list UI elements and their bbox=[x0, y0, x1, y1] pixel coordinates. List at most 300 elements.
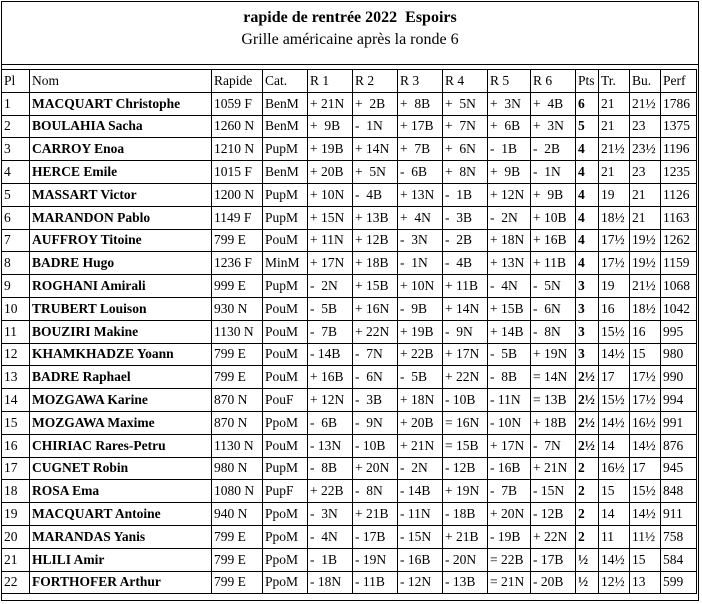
cell-round-5: + 13N bbox=[488, 252, 531, 275]
cell-round-2: + 5N bbox=[353, 161, 398, 184]
cell-round-3: + 19B bbox=[398, 320, 443, 343]
cell-round-6: = 14N bbox=[531, 366, 576, 389]
cell-points: 3 bbox=[576, 297, 599, 320]
cell-performance: 945 bbox=[661, 457, 697, 480]
cell-round-6: - 7N bbox=[531, 434, 576, 457]
cell-round-3: - 2N bbox=[398, 457, 443, 480]
cell-points: 4 bbox=[576, 229, 599, 252]
cell-category: BenM bbox=[263, 115, 308, 138]
cell-tiebreak-bu: 23 bbox=[630, 115, 661, 138]
standings-table bbox=[1, 69, 697, 594]
cell-round-1: - 6B bbox=[308, 411, 353, 434]
cell-points: 2 bbox=[576, 503, 599, 526]
cell-place: 12 bbox=[2, 343, 30, 366]
cell-round-6: - 5N bbox=[531, 275, 576, 298]
cell-round-3: + 17B bbox=[398, 115, 443, 138]
cell-round-1: + 21N bbox=[308, 92, 353, 115]
cell-round-4: - 3B bbox=[443, 206, 488, 229]
cell-round-6: + 9B bbox=[531, 183, 576, 206]
cell-round-1: + 9B bbox=[308, 115, 353, 138]
cell-name: MACQUART Christophe bbox=[30, 92, 212, 115]
cell-performance: 991 bbox=[661, 411, 697, 434]
cell-points: 4 bbox=[576, 161, 599, 184]
cell-round-3: - 16B bbox=[398, 548, 443, 571]
cell-round-2: - 3B bbox=[353, 389, 398, 412]
cell-round-1: - 18N bbox=[308, 571, 353, 594]
table-row bbox=[2, 320, 697, 343]
cell-tiebreak-tr: 15 bbox=[599, 480, 630, 503]
cell-round-5: + 3N bbox=[488, 92, 531, 115]
cell-tiebreak-tr: 14½ bbox=[599, 411, 630, 434]
cell-place: 22 bbox=[2, 571, 30, 594]
cell-place: 19 bbox=[2, 503, 30, 526]
cell-performance: 758 bbox=[661, 525, 697, 548]
cell-round-3: + 21N bbox=[398, 434, 443, 457]
column-header-tiebreak-bu: Bu. bbox=[630, 70, 661, 93]
cell-place: 14 bbox=[2, 389, 30, 412]
cell-tiebreak-bu: 23½ bbox=[630, 138, 661, 161]
table-row bbox=[2, 275, 697, 298]
table-row bbox=[2, 389, 697, 412]
cell-category: PouM bbox=[263, 434, 308, 457]
cell-place: 2 bbox=[2, 115, 30, 138]
cell-name: HERCE Emile bbox=[30, 161, 212, 184]
cell-round-3: - 15N bbox=[398, 525, 443, 548]
cell-performance: 990 bbox=[661, 366, 697, 389]
cell-performance: 994 bbox=[661, 389, 697, 412]
cell-place: 21 bbox=[2, 548, 30, 571]
cell-round-4: + 21B bbox=[443, 525, 488, 548]
table-row bbox=[2, 548, 697, 571]
cell-round-3: - 3N bbox=[398, 229, 443, 252]
cell-rapid-rating: 799 E bbox=[212, 548, 263, 571]
cell-rapid-rating: 1236 F bbox=[212, 252, 263, 275]
cell-round-6: + 10B bbox=[531, 206, 576, 229]
cell-points: 2½ bbox=[576, 366, 599, 389]
cell-points: 5 bbox=[576, 115, 599, 138]
table-row bbox=[2, 138, 697, 161]
cell-tiebreak-tr: 17½ bbox=[599, 229, 630, 252]
cell-performance: 1235 bbox=[661, 161, 697, 184]
cell-round-2: + 21B bbox=[353, 503, 398, 526]
cell-place: 17 bbox=[2, 457, 30, 480]
cell-rapid-rating: 1200 N bbox=[212, 183, 263, 206]
cell-tiebreak-tr: 15½ bbox=[599, 389, 630, 412]
cell-points: 2½ bbox=[576, 389, 599, 412]
cell-tiebreak-bu: 19½ bbox=[630, 229, 661, 252]
cell-place: 10 bbox=[2, 297, 30, 320]
tournament-subtitle: Grille américaine après la ronde 6 bbox=[241, 31, 459, 48]
cell-rapid-rating: 870 N bbox=[212, 411, 263, 434]
cell-round-3: + 20B bbox=[398, 411, 443, 434]
cell-performance: 1163 bbox=[661, 206, 697, 229]
cell-round-5: - 16B bbox=[488, 457, 531, 480]
cell-round-5: + 17N bbox=[488, 434, 531, 457]
cell-performance: 876 bbox=[661, 434, 697, 457]
table-row bbox=[2, 343, 697, 366]
cell-performance: 1159 bbox=[661, 252, 697, 275]
table-row bbox=[2, 297, 697, 320]
cell-tiebreak-bu: 16 bbox=[630, 320, 661, 343]
cell-rapid-rating: 1080 N bbox=[212, 480, 263, 503]
cell-round-3: + 7B bbox=[398, 138, 443, 161]
column-header-points: Pts bbox=[576, 70, 599, 93]
cell-rapid-rating: 799 E bbox=[212, 229, 263, 252]
cell-round-2: - 6N bbox=[353, 366, 398, 389]
cell-points: 4 bbox=[576, 138, 599, 161]
cell-performance: 1126 bbox=[661, 183, 697, 206]
cell-tiebreak-bu: 17 bbox=[630, 457, 661, 480]
cell-performance: 1042 bbox=[661, 297, 697, 320]
cell-tiebreak-bu: 21½ bbox=[630, 275, 661, 298]
cell-performance: 1262 bbox=[661, 229, 697, 252]
cell-round-6: - 17B bbox=[531, 548, 576, 571]
cell-round-2: - 17B bbox=[353, 525, 398, 548]
cell-points: 3 bbox=[576, 275, 599, 298]
cell-tiebreak-tr: 21 bbox=[599, 115, 630, 138]
cell-tiebreak-tr: 14½ bbox=[599, 548, 630, 571]
cell-round-5: - 7B bbox=[488, 480, 531, 503]
cell-performance: 980 bbox=[661, 343, 697, 366]
cell-round-4: + 11B bbox=[443, 275, 488, 298]
cell-round-6: - 20B bbox=[531, 571, 576, 594]
cell-round-3: + 18N bbox=[398, 389, 443, 412]
cell-points: 3 bbox=[576, 320, 599, 343]
cell-round-5: - 2N bbox=[488, 206, 531, 229]
cell-round-6: + 22N bbox=[531, 525, 576, 548]
cell-place: 8 bbox=[2, 252, 30, 275]
cell-round-4: + 19N bbox=[443, 480, 488, 503]
cell-place: 6 bbox=[2, 206, 30, 229]
cell-place: 15 bbox=[2, 411, 30, 434]
cell-round-5: - 1B bbox=[488, 138, 531, 161]
cell-round-1: - 2N bbox=[308, 275, 353, 298]
cell-round-1: - 7B bbox=[308, 320, 353, 343]
cell-round-6: + 3N bbox=[531, 115, 576, 138]
cell-category: PupM bbox=[263, 206, 308, 229]
cell-round-2: - 10B bbox=[353, 434, 398, 457]
cell-points: 4 bbox=[576, 252, 599, 275]
table-body bbox=[2, 92, 697, 594]
table-row bbox=[2, 434, 697, 457]
cell-tiebreak-tr: 11 bbox=[599, 525, 630, 548]
cell-category: PouF bbox=[263, 389, 308, 412]
cell-round-5: - 10N bbox=[488, 411, 531, 434]
cell-points: 2 bbox=[576, 525, 599, 548]
cell-round-1: - 13N bbox=[308, 434, 353, 457]
column-header-round-3: R 3 bbox=[398, 70, 443, 93]
cell-round-5: + 20N bbox=[488, 503, 531, 526]
cell-rapid-rating: 1059 F bbox=[212, 92, 263, 115]
cell-category: PpoM bbox=[263, 548, 308, 571]
cell-performance: 1196 bbox=[661, 138, 697, 161]
cell-round-4: - 12B bbox=[443, 457, 488, 480]
cell-round-4: + 8N bbox=[443, 161, 488, 184]
cell-round-3: - 14B bbox=[398, 480, 443, 503]
cell-name: BOULAHIA Sacha bbox=[30, 115, 212, 138]
cell-category: PpoM bbox=[263, 525, 308, 548]
cell-category: PupM bbox=[263, 183, 308, 206]
cell-name: ROGHANI Amirali bbox=[30, 275, 212, 298]
cell-round-5: + 15B bbox=[488, 297, 531, 320]
cell-tiebreak-bu: 17½ bbox=[630, 389, 661, 412]
cell-round-2: + 18B bbox=[353, 252, 398, 275]
cell-name: KHAMKHADZE Yoann bbox=[30, 343, 212, 366]
cell-round-5: + 14B bbox=[488, 320, 531, 343]
cell-round-5: - 8B bbox=[488, 366, 531, 389]
cell-place: 5 bbox=[2, 183, 30, 206]
cell-round-2: + 22N bbox=[353, 320, 398, 343]
cell-round-4: - 2B bbox=[443, 229, 488, 252]
cell-round-3: - 5B bbox=[398, 366, 443, 389]
cell-round-4: + 5N bbox=[443, 92, 488, 115]
cell-name: BADRE Raphael bbox=[30, 366, 212, 389]
table-row bbox=[2, 571, 697, 594]
column-header-category: Cat. bbox=[263, 70, 308, 93]
cell-round-1: - 14B bbox=[308, 343, 353, 366]
table-row bbox=[2, 366, 697, 389]
cell-round-1: + 22B bbox=[308, 480, 353, 503]
cell-rapid-rating: 1260 N bbox=[212, 115, 263, 138]
cell-round-6: + 16B bbox=[531, 229, 576, 252]
cell-rapid-rating: 799 E bbox=[212, 366, 263, 389]
cell-round-3: - 1N bbox=[398, 252, 443, 275]
cell-round-6: + 19N bbox=[531, 343, 576, 366]
cell-tiebreak-bu: 16½ bbox=[630, 411, 661, 434]
cell-rapid-rating: 930 N bbox=[212, 297, 263, 320]
cell-name: TRUBERT Louison bbox=[30, 297, 212, 320]
cell-round-2: + 20N bbox=[353, 457, 398, 480]
cell-points: ½ bbox=[576, 571, 599, 594]
cell-rapid-rating: 1015 F bbox=[212, 161, 263, 184]
cell-points: 6 bbox=[576, 92, 599, 115]
cell-name: CUGNET Robin bbox=[30, 457, 212, 480]
cell-performance: 1375 bbox=[661, 115, 697, 138]
cell-performance: 911 bbox=[661, 503, 697, 526]
cell-round-4: + 22N bbox=[443, 366, 488, 389]
title-box bbox=[2, 2, 698, 65]
tournament-title: rapide de rentrée 2022 Espoirs bbox=[243, 9, 457, 26]
cell-round-3: - 12N bbox=[398, 571, 443, 594]
cell-tiebreak-tr: 17 bbox=[599, 366, 630, 389]
cell-tiebreak-tr: 19 bbox=[599, 183, 630, 206]
table-row bbox=[2, 161, 697, 184]
column-header-name: Nom bbox=[30, 70, 212, 93]
cell-name: MOZGAWA Karine bbox=[30, 389, 212, 412]
cell-round-3: - 9B bbox=[398, 297, 443, 320]
cell-tiebreak-tr: 14 bbox=[599, 434, 630, 457]
cell-category: MinM bbox=[263, 252, 308, 275]
cell-category: PupF bbox=[263, 480, 308, 503]
cell-round-2: + 12B bbox=[353, 229, 398, 252]
cell-round-4: + 14N bbox=[443, 297, 488, 320]
cell-round-6: - 6N bbox=[531, 297, 576, 320]
cell-rapid-rating: 940 N bbox=[212, 503, 263, 526]
cell-tiebreak-tr: 19 bbox=[599, 275, 630, 298]
cell-tiebreak-tr: 16 bbox=[599, 297, 630, 320]
cell-place: 9 bbox=[2, 275, 30, 298]
column-header-round-6: R 6 bbox=[531, 70, 576, 93]
cell-category: PpoM bbox=[263, 411, 308, 434]
cell-round-6: = 13B bbox=[531, 389, 576, 412]
cell-name: FORTHOFER Arthur bbox=[30, 571, 212, 594]
cell-rapid-rating: 799 E bbox=[212, 525, 263, 548]
cell-round-2: + 14N bbox=[353, 138, 398, 161]
cell-round-1: + 10N bbox=[308, 183, 353, 206]
cell-round-1: - 4N bbox=[308, 525, 353, 548]
cell-place: 11 bbox=[2, 320, 30, 343]
cell-round-1: + 19B bbox=[308, 138, 353, 161]
cell-round-2: - 7N bbox=[353, 343, 398, 366]
cell-round-2: - 11B bbox=[353, 571, 398, 594]
cell-tiebreak-bu: 19½ bbox=[630, 252, 661, 275]
cell-round-3: + 13N bbox=[398, 183, 443, 206]
cell-name: ROSA Ema bbox=[30, 480, 212, 503]
cell-category: PouM bbox=[263, 343, 308, 366]
cell-tiebreak-bu: 14½ bbox=[630, 503, 661, 526]
cell-category: PouM bbox=[263, 297, 308, 320]
table-header-row bbox=[2, 70, 697, 93]
cell-rapid-rating: 980 N bbox=[212, 457, 263, 480]
cell-performance: 599 bbox=[661, 571, 697, 594]
cell-category: PpoM bbox=[263, 503, 308, 526]
cell-round-4: + 6N bbox=[443, 138, 488, 161]
cell-round-2: + 13B bbox=[353, 206, 398, 229]
cell-round-4: + 7N bbox=[443, 115, 488, 138]
cell-performance: 848 bbox=[661, 480, 697, 503]
cell-round-6: - 2B bbox=[531, 138, 576, 161]
cell-round-4: = 16N bbox=[443, 411, 488, 434]
cell-round-5: + 6B bbox=[488, 115, 531, 138]
table-row bbox=[2, 206, 697, 229]
cell-round-2: - 8N bbox=[353, 480, 398, 503]
cell-round-5: - 19B bbox=[488, 525, 531, 548]
cell-category: PouM bbox=[263, 366, 308, 389]
cell-round-1: + 11N bbox=[308, 229, 353, 252]
cell-points: 2½ bbox=[576, 411, 599, 434]
cell-round-1: + 16B bbox=[308, 366, 353, 389]
cell-tiebreak-tr: 21 bbox=[599, 92, 630, 115]
column-header-rapid-rating: Rapide bbox=[212, 70, 263, 93]
cell-rapid-rating: 799 E bbox=[212, 571, 263, 594]
table-row bbox=[2, 480, 697, 503]
cell-round-1: + 20B bbox=[308, 161, 353, 184]
cell-category: PupM bbox=[263, 457, 308, 480]
cell-place: 20 bbox=[2, 525, 30, 548]
cell-points: 4 bbox=[576, 183, 599, 206]
cell-tiebreak-bu: 21½ bbox=[630, 92, 661, 115]
cell-round-4: - 9N bbox=[443, 320, 488, 343]
table-row bbox=[2, 411, 697, 434]
table-row bbox=[2, 503, 697, 526]
cell-round-6: - 8N bbox=[531, 320, 576, 343]
cell-name: MARANDON Pablo bbox=[30, 206, 212, 229]
cell-tiebreak-tr: 16½ bbox=[599, 457, 630, 480]
cell-round-5: + 9B bbox=[488, 161, 531, 184]
cell-category: PouM bbox=[263, 320, 308, 343]
cell-name: CHIRIAC Rares-Petru bbox=[30, 434, 212, 457]
cell-place: 7 bbox=[2, 229, 30, 252]
cell-round-5: = 21N bbox=[488, 571, 531, 594]
cell-rapid-rating: 1130 N bbox=[212, 434, 263, 457]
cell-round-3: - 6B bbox=[398, 161, 443, 184]
table-row bbox=[2, 183, 697, 206]
cell-round-6: + 11B bbox=[531, 252, 576, 275]
cell-name: MASSART Victor bbox=[30, 183, 212, 206]
cell-points: 2 bbox=[576, 480, 599, 503]
column-header-place: Pl bbox=[2, 70, 30, 93]
cell-place: 18 bbox=[2, 480, 30, 503]
cell-round-4: - 18B bbox=[443, 503, 488, 526]
cell-round-5: + 18N bbox=[488, 229, 531, 252]
cell-tiebreak-tr: 21½ bbox=[599, 138, 630, 161]
cell-tiebreak-bu: 18½ bbox=[630, 297, 661, 320]
cell-name: BOUZIRI Makine bbox=[30, 320, 212, 343]
cell-round-1: + 17N bbox=[308, 252, 353, 275]
cell-round-4: - 20N bbox=[443, 548, 488, 571]
cell-tiebreak-bu: 15 bbox=[630, 548, 661, 571]
cell-rapid-rating: 999 E bbox=[212, 275, 263, 298]
cell-round-5: - 4N bbox=[488, 275, 531, 298]
cell-rapid-rating: 1149 F bbox=[212, 206, 263, 229]
cell-round-5: - 11N bbox=[488, 389, 531, 412]
cell-points: 4 bbox=[576, 206, 599, 229]
column-header-round-4: R 4 bbox=[443, 70, 488, 93]
cell-round-3: + 8B bbox=[398, 92, 443, 115]
cell-round-6: - 12B bbox=[531, 503, 576, 526]
cell-round-3: - 11N bbox=[398, 503, 443, 526]
cell-name: MACQUART Antoine bbox=[30, 503, 212, 526]
cell-tiebreak-bu: 13 bbox=[630, 571, 661, 594]
cell-tiebreak-tr: 12½ bbox=[599, 571, 630, 594]
cell-category: PpoM bbox=[263, 571, 308, 594]
cell-round-6: - 1N bbox=[531, 161, 576, 184]
cell-name: AUFFROY Titoine bbox=[30, 229, 212, 252]
table-row bbox=[2, 252, 697, 275]
column-header-tiebreak-tr: Tr. bbox=[599, 70, 630, 93]
cell-round-5: + 12N bbox=[488, 183, 531, 206]
cell-place: 3 bbox=[2, 138, 30, 161]
cell-round-1: + 12N bbox=[308, 389, 353, 412]
cell-round-1: - 1B bbox=[308, 548, 353, 571]
table-row bbox=[2, 525, 697, 548]
cell-tiebreak-tr: 14 bbox=[599, 503, 630, 526]
cell-round-4: = 15B bbox=[443, 434, 488, 457]
cell-round-1: - 3N bbox=[308, 503, 353, 526]
cell-round-1: + 15N bbox=[308, 206, 353, 229]
cell-place: 16 bbox=[2, 434, 30, 457]
cell-tiebreak-bu: 23 bbox=[630, 161, 661, 184]
cell-category: BenM bbox=[263, 161, 308, 184]
cell-place: 4 bbox=[2, 161, 30, 184]
cell-round-4: - 10B bbox=[443, 389, 488, 412]
cell-tiebreak-bu: 21 bbox=[630, 183, 661, 206]
cell-tiebreak-bu: 15½ bbox=[630, 480, 661, 503]
cell-round-2: - 4B bbox=[353, 183, 398, 206]
column-header-round-2: R 2 bbox=[353, 70, 398, 93]
cell-category: PupM bbox=[263, 138, 308, 161]
cell-round-1: - 8B bbox=[308, 457, 353, 480]
table-row bbox=[2, 229, 697, 252]
table-row bbox=[2, 92, 697, 115]
cell-performance: 995 bbox=[661, 320, 697, 343]
cell-round-6: + 21N bbox=[531, 457, 576, 480]
cell-round-4: - 1B bbox=[443, 183, 488, 206]
column-header-performance: Perf bbox=[661, 70, 697, 93]
cell-performance: 584 bbox=[661, 548, 697, 571]
column-header-round-5: R 5 bbox=[488, 70, 531, 93]
cell-round-3: + 4N bbox=[398, 206, 443, 229]
